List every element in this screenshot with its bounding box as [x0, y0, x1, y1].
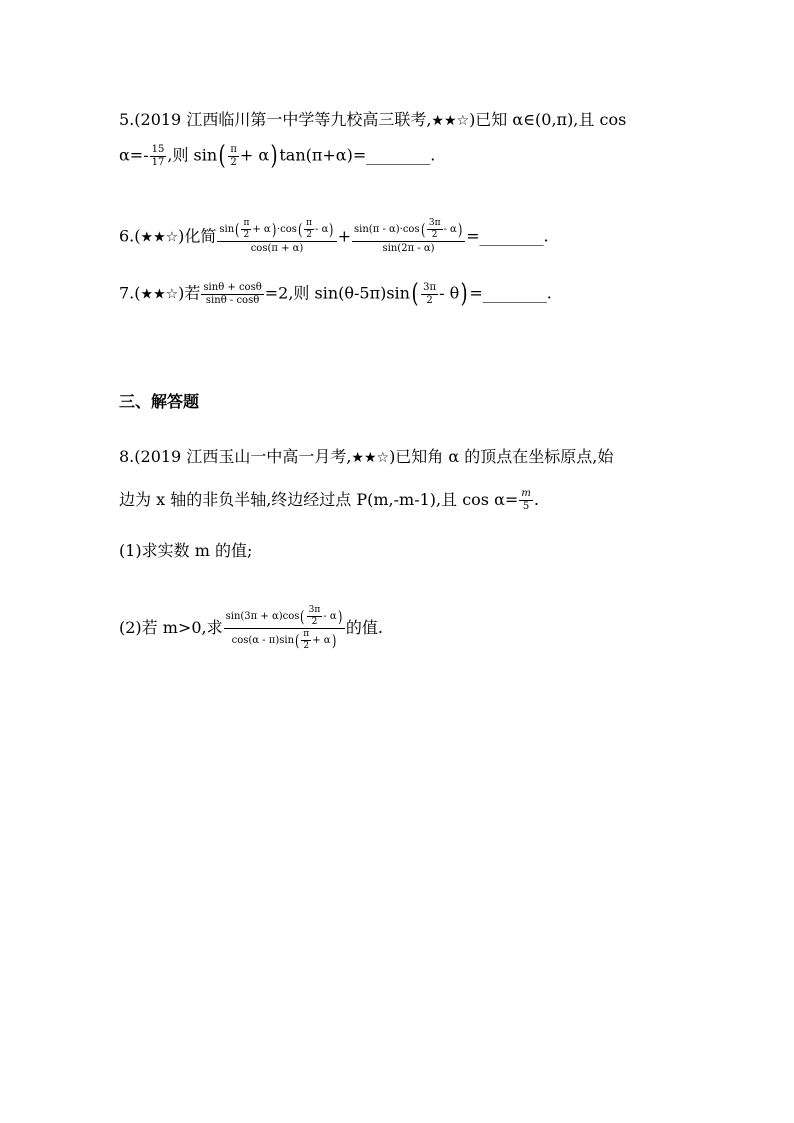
q6-answer-blank[interactable]: ________ — [479, 226, 544, 246]
q6-label: )化简 — [178, 226, 217, 246]
q5-text-cond: )已知 α∈(0,π),且 cos — [469, 110, 627, 129]
q5-line1 — [119, 110, 626, 131]
q5-fraction — [150, 144, 167, 169]
q8-part2-fraction: sin(3π + α)cos( $\frac{3\pi}{2}$ - α) cos(α - π)sin( $\frac{\pi}{2}$ + α) — [224, 605, 345, 652]
q8-part1: (1)求实数 m 的值; — [119, 541, 253, 560]
q5-then-sin: ,则 sin — [167, 145, 218, 165]
q5-sin-arg-frac: $\frac{\pi}{2}$ — [230, 143, 237, 168]
q7-arg-frac: $\frac{3\pi}{2}$ — [423, 281, 437, 306]
difficulty-stars-icon: ★★☆ — [140, 229, 179, 246]
q6-fraction-2: sin(π - α)·cos( $\frac{3\pi}{2}$ - α) sin(2π - α) — [352, 218, 465, 256]
q6-line: 6.(★★☆)化简 sin( $\frac{\pi}{2}$ + α)·cos( $\frac{\pi}{2}$ - α) cos(π + α) + sin(π - α)·cos( $\frac{3\pi}{2}$ - α) sin(2π - α) =________. — [119, 218, 549, 254]
difficulty-stars-icon: ★★☆ — [351, 450, 390, 466]
difficulty-stars-icon: ★★☆ — [431, 113, 470, 129]
difficulty-stars-icon: ★★☆ — [140, 286, 179, 303]
q7-fraction: $\frac{\sin\theta + \cos\theta}{\sin\theta - \cos\theta}$ — [203, 281, 262, 306]
q8-part2: (2)若 m>0,求 sin(3π + α)cos( $\frac{3\pi}{2}$ - α) cos(α - π)sin( $\frac{\pi}{2}$ + α) 的值. — [119, 605, 383, 651]
q7-line: 7.(★★☆)若 $\frac{\sin\theta + \cos\theta}{\sin\theta - \cos\theta}$ =2,则 sin(θ-5π)sin( $\frac{3\pi}{2}$ - θ)=________. — [119, 279, 552, 309]
q6-fraction-1: sin( $\frac{\pi}{2}$ + α)·cos( $\frac{\pi}{2}$ - α) cos(π + α) — [217, 218, 336, 256]
q5-tan: tan(π+α)= — [279, 145, 367, 165]
section-title: 三、解答题 — [119, 392, 200, 411]
q7-answer-blank[interactable]: ________ — [482, 283, 547, 303]
q8-line1: 8.(2019 江西玉山一中高一月考,★★☆)已知角 α 的顶点在坐标原点,始 — [119, 447, 614, 466]
q5-text-start: 5.(2019 江西临川第一中学等九校高三联考, — [119, 110, 432, 129]
q8-cos-frac: $\frac{m}{5}$ — [521, 488, 531, 512]
q8-line2: 边为 x 轴的非负半轴,终边经过点 P(m,-m-1),且 cos α= $\frac{m}{5}$ . — [119, 488, 539, 512]
q5-alpha-eq: α=- — [119, 145, 149, 165]
q5-answer-blank[interactable]: ________ — [366, 145, 431, 165]
q5-frac-den: 17 — [151, 156, 165, 168]
q5-frac-num: 15 — [151, 143, 165, 155]
q5-line2: α=- $\frac{15}{17}$ ,则 sin( $\frac{\pi}{2}$ + α)tan(π+α)=________. — [119, 141, 436, 171]
